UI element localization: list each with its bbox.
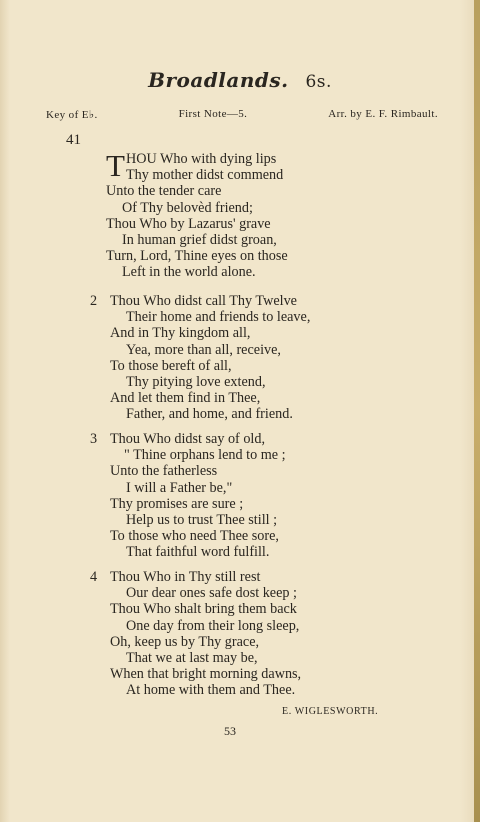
verse-line: Oh, keep us by Thy grace, bbox=[110, 633, 260, 650]
verse-line: In human grief didst groan, bbox=[122, 231, 277, 248]
verse-3 bbox=[90, 431, 286, 561]
drop-cap: T bbox=[106, 148, 125, 183]
verse-line: To those bereft of all, bbox=[110, 357, 232, 374]
tune-name: Broadlands. bbox=[148, 68, 289, 92]
author-attribution: E. WIGLESWORTH. bbox=[282, 706, 379, 717]
page-edge bbox=[474, 0, 480, 822]
verse-line: When that bright morning dawns, bbox=[110, 666, 302, 683]
verse-line: That we at last may be, bbox=[126, 649, 258, 666]
verse-line: I will a Father be," bbox=[126, 479, 233, 496]
verse-line: One day from their long sleep, bbox=[126, 617, 300, 634]
verse-number: 2 bbox=[90, 293, 98, 309]
verse-line: Our dear ones safe dost keep ; bbox=[126, 585, 297, 602]
verse-1 bbox=[86, 148, 288, 281]
verse-line: Of Thy belovèd friend; bbox=[122, 199, 253, 216]
verse-line: Thou Who shalt bring them back bbox=[110, 601, 297, 618]
verse-line: That faithful word fulfill. bbox=[126, 544, 270, 561]
verse-line: Thy promises are sure ; bbox=[110, 495, 244, 512]
verse-line: Turn, Lord, Thine eyes on those bbox=[106, 248, 288, 265]
verse-4 bbox=[90, 569, 301, 699]
verse-line: Yea, more than all, receive, bbox=[126, 341, 281, 358]
verse-line: Thy mother didst commend bbox=[126, 167, 284, 184]
verse-line: Father, and home, and friend. bbox=[126, 406, 293, 423]
page-number: 53 bbox=[224, 724, 236, 738]
meter: 6s. bbox=[305, 72, 332, 92]
hymn-number: 41 bbox=[66, 132, 81, 148]
verse-line: To those who need Thee sore, bbox=[110, 528, 279, 545]
verse-line: Thy pitying love extend, bbox=[126, 373, 266, 390]
verse-line: Thou Who by Lazarus' grave bbox=[106, 215, 271, 232]
verse-line: And in Thy kingdom all, bbox=[110, 325, 251, 342]
hymn-meta bbox=[46, 108, 438, 121]
key-signature: Key of E♭. bbox=[46, 109, 98, 121]
verse-number: 4 bbox=[90, 569, 98, 585]
verse-line: Thou Who in Thy still rest bbox=[110, 569, 261, 585]
hymn-title bbox=[0, 68, 480, 92]
verse-line: And let them find in Thee, bbox=[110, 390, 261, 407]
verse-line: HOU Who with dying lips bbox=[126, 151, 277, 167]
verse-line: Unto the fatherless bbox=[110, 463, 218, 480]
verse-number: 3 bbox=[90, 431, 98, 447]
verse-line: Their home and friends to leave, bbox=[126, 309, 311, 326]
arranger: Arr. by E. F. Rimbault. bbox=[328, 108, 438, 120]
verse-2 bbox=[90, 293, 310, 423]
verse-line: Thou Who didst call Thy Twelve bbox=[110, 293, 297, 309]
first-note: First Note—5. bbox=[178, 108, 248, 120]
verse-line: Unto the tender care bbox=[106, 183, 222, 200]
verse-line: Help us to trust Thee still ; bbox=[126, 511, 278, 528]
verse-line: Left in the world alone. bbox=[122, 264, 256, 281]
verse-line: Thou Who didst say of old, bbox=[110, 431, 266, 447]
verse-line: At home with them and Thee. bbox=[126, 682, 296, 699]
verse-line: " Thine orphans lend to me ; bbox=[124, 447, 286, 464]
